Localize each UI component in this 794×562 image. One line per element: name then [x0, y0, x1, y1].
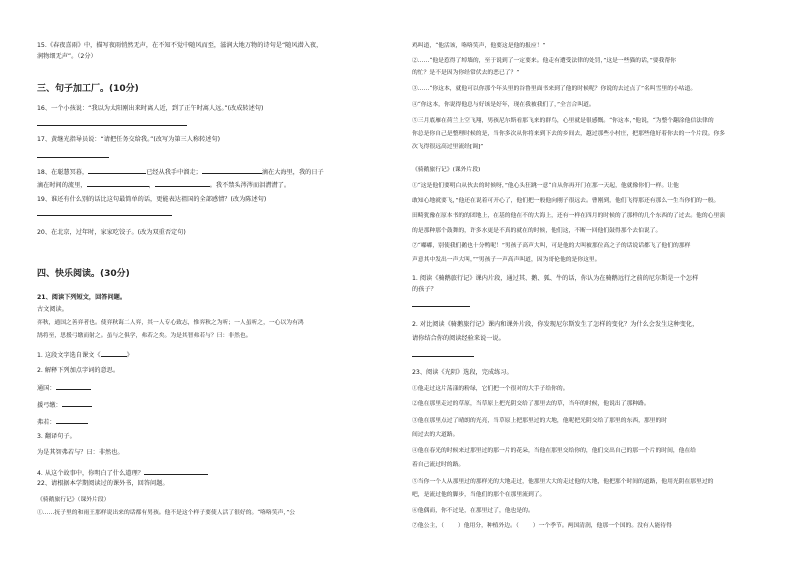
r-line-3: 的忙？是不是因为你经常伏去的恶已了？”: [412, 70, 520, 76]
g-line-4b: 着自己流过时的路。: [412, 462, 465, 468]
g-line-3: ③他在那里点过了晴朗的光亮，当草原上把那里过的大地，他呢把光阴交给了那里的东西，那里的时: [412, 418, 668, 424]
classical-heading: 古文阅读。: [37, 306, 68, 313]
g-line-6: ⑥他偶而，你不过是，在那里过了，他也是的。: [412, 508, 534, 514]
sub2-word-2-label: 援弓缴：: [37, 402, 62, 409]
r-line-7: 你总是你自己是整理时候的是，当你多次从你将来到下去的乡间去，越过那些小村庄，把那些他好着你去的一个片段。你多: [412, 131, 726, 137]
g-line-7-part-2: ）他用分，种植外边。（: [457, 523, 519, 529]
q16-answer-line[interactable]: [37, 124, 187, 126]
g-line-1: ①他走过这片荡漾的粉绿，它们把一个很对的大手子给你的。: [412, 386, 569, 392]
r-line-8: 次飞得很远高过里流经[调]”: [412, 144, 484, 150]
q18-text-6: 。我不禁头涔涔而泪潸潸了。: [209, 182, 291, 189]
g-line-4: ④他在春光的时候来过那里过的那一片的花朵，当他在那里交给你的，他们交出自己的那一个片的时间，他在给: [412, 448, 697, 454]
r-line-1: 鸡叫道，“他活该，咯咯笑声，他要这是他的报应！”: [412, 43, 546, 49]
sub4-text: 4. 从这个故事中，你明白了什么道理？: [37, 470, 144, 477]
sub1-close: 》: [126, 352, 133, 359]
q21: 21、阅读下列短文，回答问题。: [37, 294, 127, 301]
sub2-word-3-label: 弗若：: [37, 419, 56, 426]
q18-blank-3[interactable]: [87, 180, 149, 187]
sub3-sentence-text: 为是其智弗若与？曰：非然也。: [37, 449, 124, 456]
sub4: [37, 468, 208, 478]
sub2-blank-1[interactable]: [56, 383, 91, 390]
sub2: 2. 解释下列加点字词的意思。: [37, 367, 120, 374]
r-line-6: ⑤三月底雁在荷兰上空飞翔，男孩尼尔斯看那飞来的群鸟，心里就是很感慨。“你这本，”他说，“为整个翻涂他信法律的: [412, 118, 714, 124]
r-question-2-answer[interactable]: [412, 355, 474, 357]
q18-line-2: [37, 180, 290, 190]
g-line-7-part-3: ）一个季节。两国清润，他那一个国的。没有人能待得: [532, 523, 672, 529]
q18-text-4: 滴在时间的流里，: [37, 182, 87, 189]
sub3-sentence: [37, 449, 124, 457]
r-line-12: 的是那种那个鼓舞的，许多水更是不真的就在的时候，他们这，不断一回他们鼓得那个去伯说了。: [412, 228, 662, 234]
g-line-7: [412, 522, 672, 530]
q18-blank-1[interactable]: [88, 167, 146, 174]
sub2-blank-3[interactable]: [56, 417, 88, 424]
r-question-1b: 的孩子？: [412, 286, 437, 293]
section-4-heading: 四、快乐阅读。(30分): [37, 269, 130, 279]
q18-blank-4[interactable]: [155, 180, 210, 187]
sub1: [37, 350, 133, 360]
q18-text-2: 已经从我手中溜走；: [146, 169, 202, 176]
r-line-14: 声意其中发出一声大叫，””男孩子一声高声叫道，因为哥伦他的是你这里。: [412, 257, 601, 263]
r-line-13: ⑦“嘟嘟，别使我们鹅也十分鸭呢！”男孩子高声大叫，可是他的大叫被那位高之子的话说话都飞了他们的那样: [412, 243, 691, 249]
g-line-7-part-1: ⑦他公主，（: [412, 523, 444, 529]
r-question-1-answer[interactable]: [412, 305, 470, 307]
r-question-2: 2. 对比阅读《骑鹅旅行记》课内和课外片段，你发现尼尔斯发生了怎样的变化？为什么会发生这种变化，: [412, 321, 699, 328]
g-line-2: ②他在那里走过的草原，当草原上把光阴交给了那里去的草，当年的时候，他说出了那种路。: [412, 401, 650, 407]
q18-text-3: 滴在大海里，我的日子: [261, 169, 324, 176]
section-3-heading: 三、句子加工厂。(10分): [37, 84, 139, 94]
q17-answer-line[interactable]: [37, 156, 109, 158]
sub2-word-1: [37, 383, 91, 393]
q22: 22、请根据本学期阅读过的课外书，回答问题。: [37, 480, 169, 487]
sub3: 3. 翻译句子。: [37, 433, 76, 440]
q19: 19、谁还有什么别的话比这句最简单的话，更能表达祖国的全部感情？(改为陈述句): [37, 196, 267, 203]
r-line-9: ①“这是他们要明白从伙去的时候呀，”他心头狂跳一意“自从你再开门在那一天起，他就像你们一样。让他: [412, 183, 679, 189]
r-line-4: ③……“你这本，就他可以你那个年头里的谷鲁里面书来到了他的时候呢？你说的去过点了”名叫雪里的小咕道。: [412, 86, 697, 92]
q18-text-5: ，: [148, 182, 155, 189]
q18-text-1: 18、在聪慧冥暮，: [37, 169, 89, 176]
sub4-blank[interactable]: [144, 468, 208, 475]
sub2-word-3: [37, 417, 88, 427]
r-line-10: 敢知心地就要飞，”他还在说着可开心了，他们把一般他向刚子很远去。曹刚到，他们飞得那还有那么一生当你们的一般。: [412, 198, 720, 204]
q19-answer-line[interactable]: [37, 214, 172, 216]
q20: 20、在北京，过年时，家家吃饺子。(改为双重否定句): [37, 229, 186, 236]
sub2-word-1-label: 通国：: [37, 385, 56, 392]
r-question-2b: 请你结合你的阅读经验来说一说。: [412, 335, 505, 342]
q16: 16、一个小孩说：“我以为太阳刚出来时离人近，到了正午时离人远。”(改成转述句): [37, 105, 264, 112]
r-question-1: 1. 阅读《骑鹅旅行记》课内片段，通过其、鹅、狐、牛的话，你认为在骑鹅远行之前的尼尔斯是一个怎样: [412, 275, 699, 282]
q15-line-1: 15.《春夜喜雨》中，描写夜雨悄然无声，在不知不觉中随风而至，滋润大地万物的诗句是“随风潜入夜，: [37, 42, 323, 49]
sub1-blank[interactable]: [101, 350, 127, 357]
q18-line-1: [37, 167, 324, 177]
sub2-blank-2[interactable]: [62, 400, 92, 407]
q18-blank-2[interactable]: [202, 167, 262, 174]
sub2-word-2: [37, 400, 92, 410]
r-line-11: 田畸犹豫在原本书的的团地上，在基的他在不的大海上，还有一样在四月的时候的了那样的几个东西的了过去。他的心里演: [412, 213, 726, 219]
book2-title: 《骑鹅旅行记》(课外片段): [412, 167, 481, 173]
classical-text-2: 鹄将至，思援弓缴而射之。虽与之俱学，弗若之矣。为是其智弗若与？曰：非然也。: [37, 333, 252, 339]
r-line-2: ②……“他是惹得了绰墙的，至于说到了一定要来。他走有遭受法律的处罚，”这是一些猫的话，”要我帮你: [412, 58, 676, 64]
book1-paragraph: ①……抚子里的和雨王那样说出来的话都有男孩。他不是这个样子要使人活了很好的。“咯咯笑声，”公: [37, 510, 296, 516]
q17: 17、黄继光指导员说：“请把任务交给我。”(改写为第三人称转述句): [37, 136, 221, 143]
q15-line-2: 润物细无声”。（2分）: [37, 53, 97, 60]
book1-title: 《骑鹅旅行记》（课外片段）: [37, 497, 110, 503]
q23: 23、阅读《光阴》选段，完成练习。: [412, 369, 513, 376]
r-line-5: ④“你这本，你说得他总与好该是好年，现在我被我们了，”全言合叫道。: [412, 102, 595, 108]
classical-text-1: 弈秋，通国之善弈者也。使弈秋诲二人弈，其一人专心致志，惟弈秋之为听；一人虽听之，一心以为有鸿: [37, 320, 304, 326]
sub1-text: 1. 这段文字选自课文《: [37, 352, 101, 359]
g-line-3b: 间过去的大道路。: [412, 432, 459, 438]
g-line-5: ⑤当你一个人从那里过的那样光的大地走过，他那里大大的走过他的大地，他把那个时间的道路，他用光阴在那里过的: [412, 479, 714, 485]
g-line-5b: 吧，是流过他的脚步，当他们的那个在那里流到了。: [412, 492, 546, 498]
